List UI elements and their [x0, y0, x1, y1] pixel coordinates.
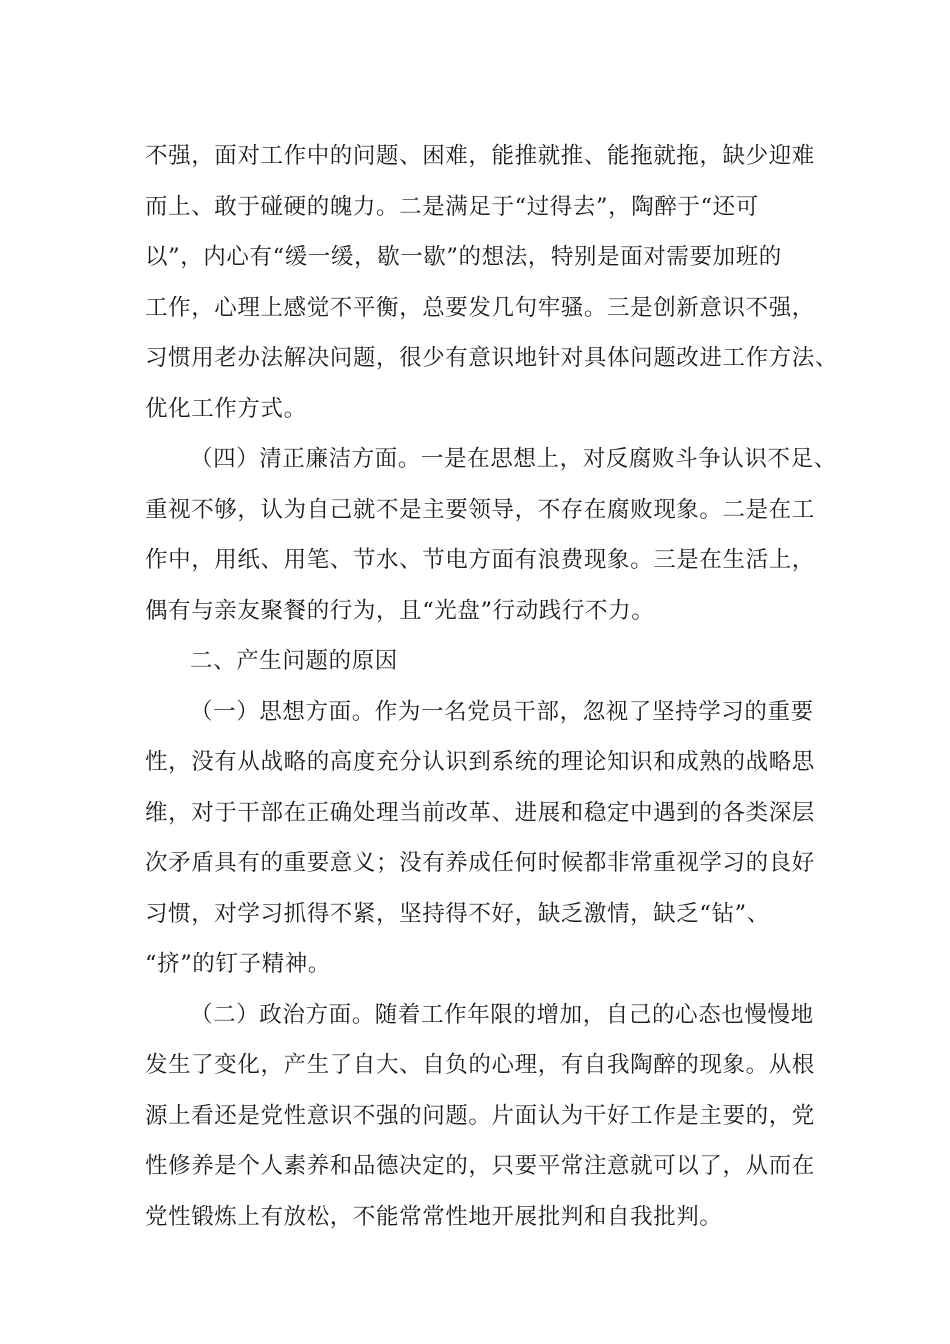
- text-line: 偶有与亲友聚餐的行为，且“光盘”行动践行不力。: [145, 597, 655, 624]
- paragraph-start-line: （二）政治方面。随着工作年限的增加，自己的心态也慢慢地: [190, 1001, 814, 1028]
- text-line: 重视不够，认为自己就不是主要领导，不存在腐败现象。二是在工: [145, 496, 815, 523]
- text-line: 性，没有从战略的高度充分认识到系统的理论知识和成熟的战略思: [145, 749, 815, 775]
- text-line: 作中，用纸、用笔、节水、节电方面有浪费现象。三是在生活上，: [145, 547, 815, 573]
- paragraph-start-line: （四）清正廉洁方面。一是在思想上，对反腐败斗争认识不足、: [190, 446, 837, 472]
- text-line: 发生了变化，产生了自大、自负的心理，有自我陶醉的现象。从根: [145, 1052, 815, 1078]
- text-line: 不强，面对工作中的问题、困难，能推就推、能拖就拖，缺少迎难: [145, 143, 815, 169]
- text-line: 以”，内心有“缓一缓，歇一歇”的想法，特别是面对需要加班的: [145, 244, 782, 270]
- text-line: 而上、敢于碰硬的魄力。二是满足于“过得去”，陶醉于“还可: [145, 193, 759, 220]
- text-line: 优化工作方式。: [145, 395, 307, 422]
- text-line: 次矛盾具有的重要意义；没有养成任何时候都非常重视学习的良好: [145, 850, 815, 876]
- text-line: 维，对于干部在正确处理当前改革、进展和稳定中遇到的各类深层: [145, 799, 815, 826]
- section-heading: 二、产生问题的原因: [190, 648, 398, 674]
- text-line: 性修养是个人素养和品德决定的，只要平常注意就可以了，从而在: [145, 1153, 815, 1179]
- text-line: 工作，心理上感觉不平衡，总要发几句牢骚。三是创新意识不强，: [145, 294, 815, 321]
- text-line: 习惯，对学习抓得不紧，坚持得不好，缺乏激情，缺乏“钻”、: [145, 900, 770, 927]
- text-line: 党性锻炼上有放松，不能常常性地开展批判和自我批判。: [145, 1203, 723, 1230]
- document-body: [145, 131, 839, 1242]
- text-line: 源上看还是党性意识不强的问题。片面认为干好工作是主要的，党: [145, 1102, 815, 1129]
- paragraph-start-line: （一）思想方面。作为一名党员干部，忽视了坚持学习的重要: [190, 698, 814, 725]
- text-line: “挤”的钉子精神。: [145, 951, 331, 977]
- text-line: 习惯用老办法解决问题，很少有意识地针对具体问题改进工作方法、: [145, 345, 839, 371]
